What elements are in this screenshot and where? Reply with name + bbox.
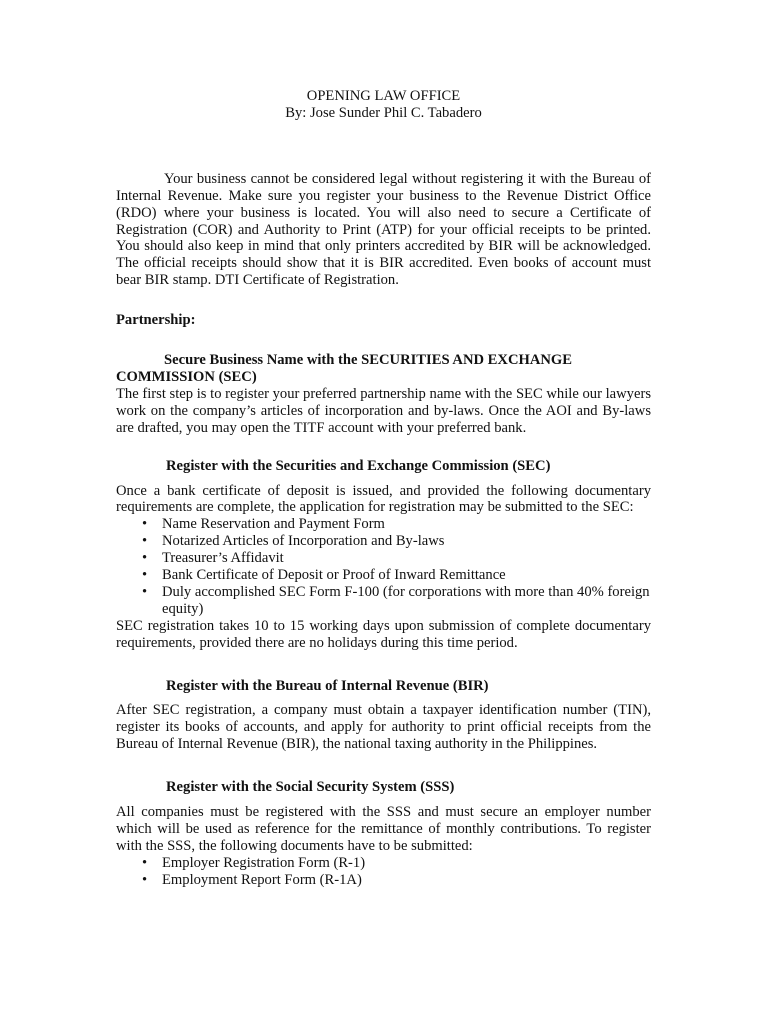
register-bir-body: After SEC registration, a company must obtain a taxpayer identification number (TIN), register its books of accounts, and apply for authority to print official receipts from the Bureau of Internal Revenue (BIR), the national taxing authority in the Philippines. — [116, 702, 651, 753]
bullet-icon: • — [142, 533, 148, 550]
bullet-icon: • — [142, 516, 148, 533]
bullet-icon: • — [142, 871, 148, 888]
list-item: • Name Reservation and Payment Form — [142, 516, 385, 533]
secure-name-heading: Secure Business Name with the SECURITIES AND EXCHANGE COMMISSION (SEC) — [116, 352, 572, 385]
intro-paragraph: Your business cannot be considered legal without registering it with the Bureau of Internal Revenue. Make sure you register your business to the Revenue District Office (RDO) where your business is located. You will also need to secure a Certificate of Registration (COR) and Authority to Print (ATP) for your official receipts to be printed. You should also keep in mind that only printers accredited by BIR will be acknowledged. The official receipts should show that it is BIR accredited. Even books of account must bear BIR stamp. DTI Certificate of Registration. — [116, 170, 651, 289]
sec-registration-note: SEC registration takes 10 to 15 working days upon submission of complete documentary requirements, provided there are no holidays during this time period. — [116, 617, 651, 651]
list-item: • Duly accomplished SEC Form F-100 (for corporations with more than 40% foreign equity) — [142, 583, 650, 617]
sss-documents-list — [116, 855, 651, 889]
bullet-icon: • — [142, 854, 148, 871]
register-sec-heading: Register with the Securities and Exchange Commission (SEC) — [166, 457, 551, 474]
list-item: • Employer Registration Form (R-1) — [142, 854, 366, 871]
register-bir-heading: Register with the Bureau of Internal Revenue (BIR) — [166, 677, 489, 694]
document-author: By: Jose Sunder Phil C. Tabadero — [285, 104, 482, 121]
list-item: • Treasurer’s Affidavit — [142, 550, 284, 567]
register-sss-body: All companies must be registered with the SSS and must secure an employer number which will be used as reference for the remittance of monthly contributions. To register with the SSS, the following documents have to be submitted: — [116, 804, 651, 854]
bullet-icon: • — [142, 550, 148, 567]
register-sss-heading: Register with the Social Security System (SSS) — [166, 779, 455, 796]
bullet-icon: • — [142, 583, 148, 600]
list-item: • Notarized Articles of Incorporation and By-laws — [142, 533, 445, 550]
register-sec-body: Once a bank certificate of deposit is issued, and provided the following documentary requirements are complete, the application for registration may be submitted to the SEC: — [116, 482, 651, 516]
list-item: • Bank Certificate of Deposit or Proof of Inward Remittance — [142, 567, 506, 584]
document-title: OPENING LAW OFFICE — [306, 88, 461, 104]
sec-requirements-list — [116, 516, 651, 617]
document-page — [116, 88, 651, 889]
list-item: • Employment Report Form (R-1A) — [142, 871, 362, 888]
secure-name-body: The first step is to register your preferred partnership name with the SEC while our lawyers work on the company’s articles of incorporation and by-laws. Once the AOI and By-laws are drafted, you may open the TITF account with your preferred bank. — [116, 385, 651, 436]
partnership-heading: Partnership: — [116, 312, 196, 329]
bullet-icon: • — [142, 567, 148, 584]
